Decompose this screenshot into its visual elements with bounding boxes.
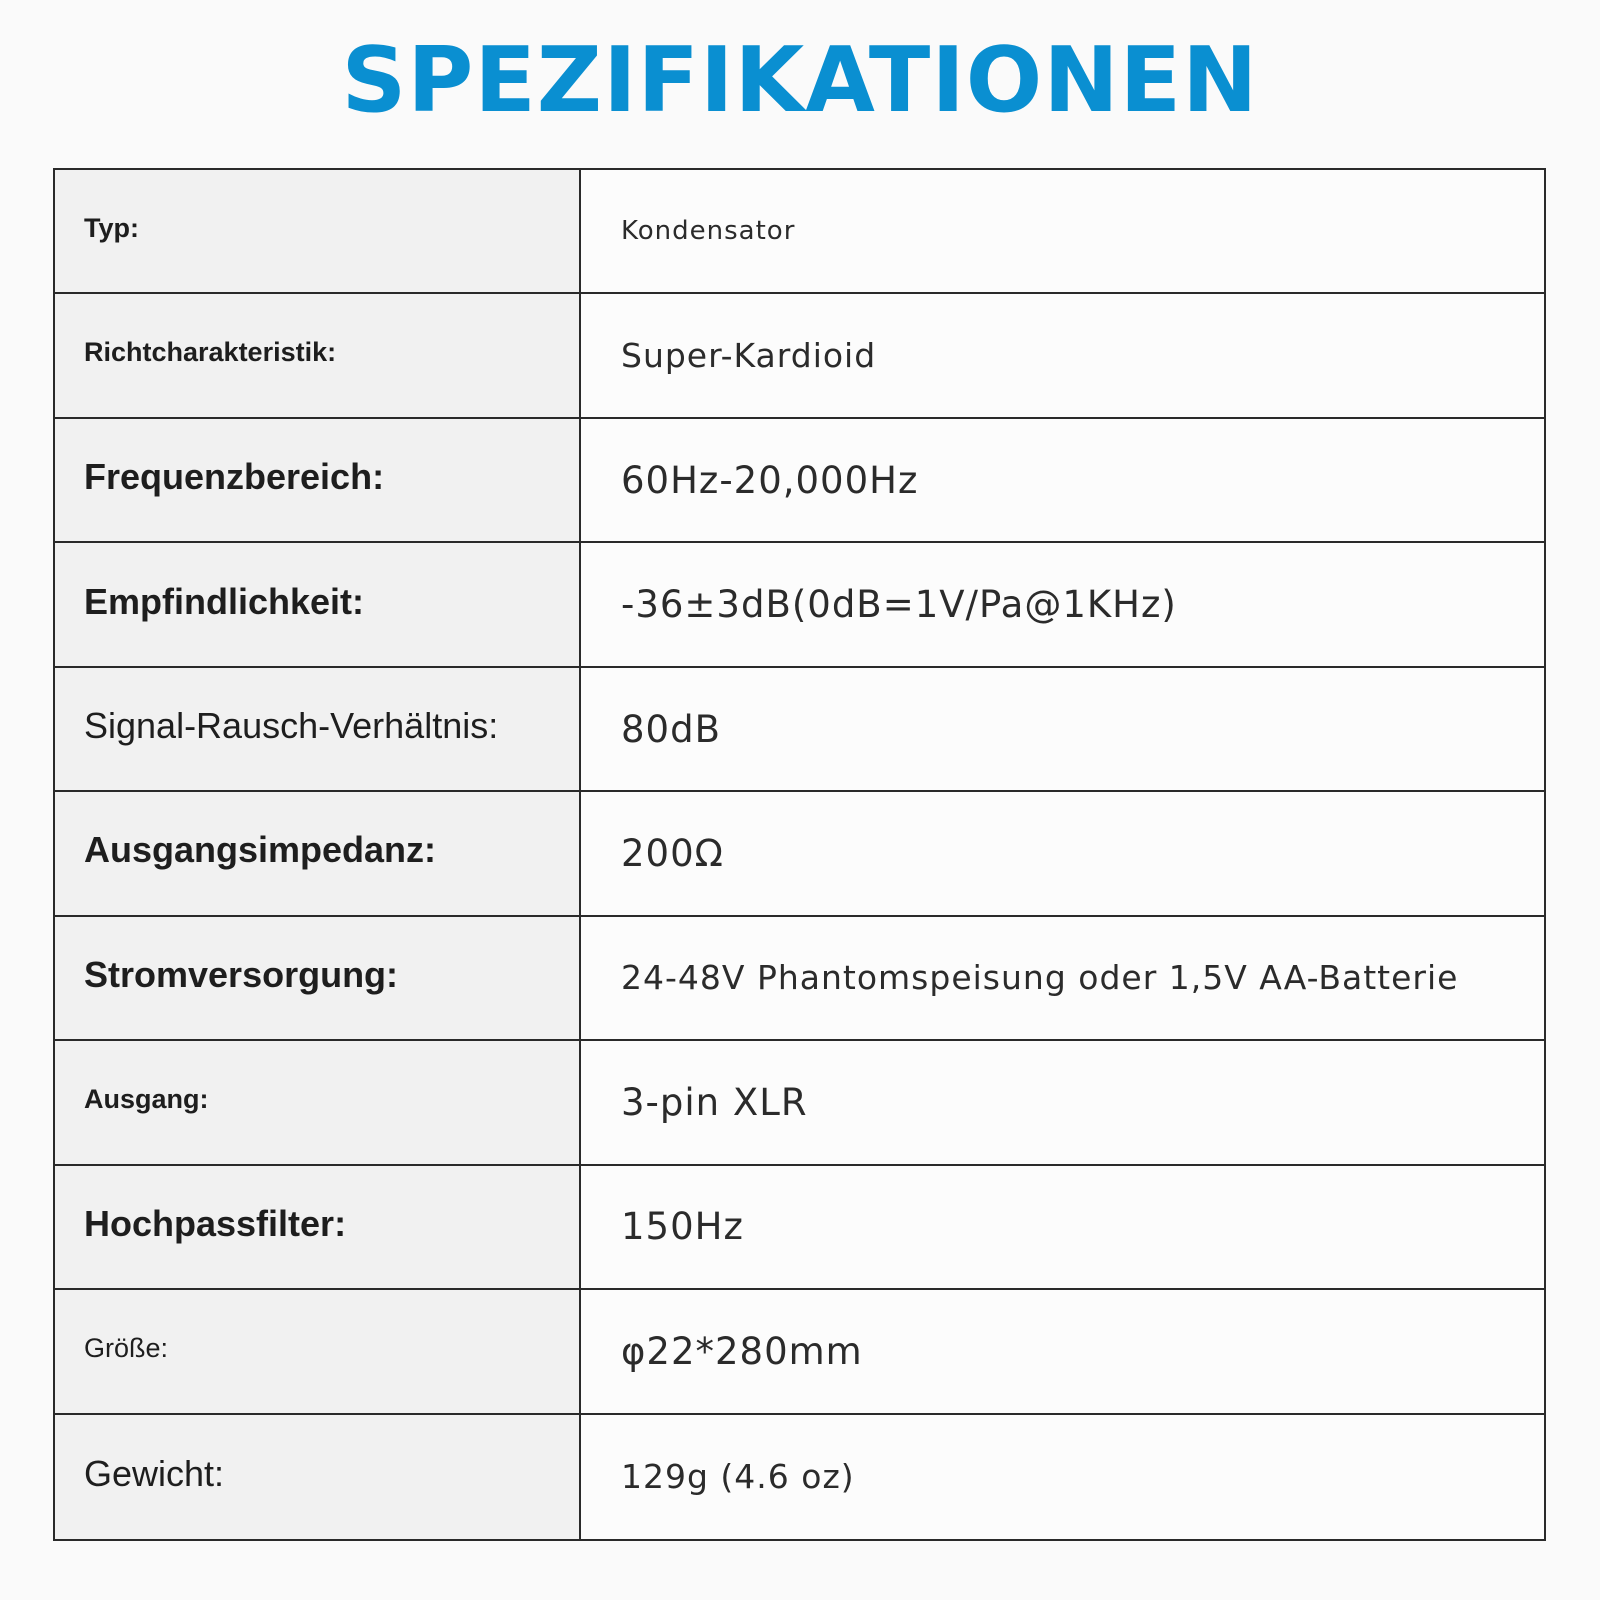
- spec-label-frequenzbereich: [55, 419, 581, 543]
- spec-label-text: Richtcharakteristik:: [84, 337, 337, 368]
- spec-value-text: 60Hz-20,000Hz: [621, 458, 919, 502]
- spec-label-text: Gewicht:: [84, 1452, 225, 1494]
- spec-value-text: Super-Kardioid: [621, 336, 877, 376]
- spec-value-text: 200Ω: [621, 831, 724, 875]
- spec-value-gewicht: [581, 1415, 1544, 1539]
- spec-value-text: 80dB: [621, 707, 721, 751]
- spec-value-ausgangsimpedanz: [581, 792, 1544, 916]
- spec-value-text: φ22*280mm: [621, 1329, 863, 1373]
- spec-label-typ: [55, 170, 581, 294]
- spec-label-signal-rausch-verhaeltnis: [55, 668, 581, 792]
- spec-label-text: Ausgangsimpedanz:: [84, 829, 437, 871]
- spec-value-signal-rausch-verhaeltnis: [581, 668, 1544, 792]
- spec-label-text: Stromversorgung:: [84, 953, 399, 995]
- spec-value-groesse: [581, 1290, 1544, 1414]
- spec-label-ausgangsimpedanz: [55, 792, 581, 916]
- page-title: SPEZIFIKATIONEN: [341, 28, 1259, 133]
- spec-label-gewicht: [55, 1415, 581, 1539]
- spec-label-text: Ausgang:: [84, 1083, 209, 1114]
- spec-value-text: 150Hz: [621, 1205, 744, 1249]
- spec-label-text: Empfindlichkeit:: [84, 580, 365, 622]
- spec-label-text: Frequenzbereich:: [84, 456, 385, 498]
- spec-label-text: Signal-Rausch-Verhältnis:: [84, 705, 499, 747]
- spec-label-empfindlichkeit: [55, 543, 581, 667]
- spec-label-text: Typ:: [84, 212, 139, 243]
- spec-label-stromversorgung: [55, 917, 581, 1041]
- spec-value-text: Kondensator: [621, 216, 796, 247]
- spec-label-groesse: [55, 1290, 581, 1414]
- spec-value-typ: [581, 170, 1544, 294]
- spec-value-empfindlichkeit: [581, 543, 1544, 667]
- spec-table: [53, 168, 1546, 1541]
- spec-value-ausgang: [581, 1041, 1544, 1165]
- spec-value-richtcharakteristik: [581, 294, 1544, 418]
- spec-value-hochpassfilter: [581, 1166, 1544, 1290]
- spec-label-text: Größe:: [84, 1332, 169, 1363]
- spec-value-text: 3-pin XLR: [621, 1080, 808, 1124]
- spec-value-text: 129g (4.6 oz): [621, 1457, 855, 1497]
- spec-value-frequenzbereich: [581, 419, 1544, 543]
- spec-value-text: -36±3dB(0dB=1V/Pa@1KHz): [621, 583, 1177, 627]
- spec-label-hochpassfilter: [55, 1166, 581, 1290]
- spec-value-stromversorgung: [581, 917, 1544, 1041]
- spec-label-text: Hochpassfilter:: [84, 1202, 347, 1244]
- spec-value-text: 24-48V Phantomspeisung oder 1,5V AA-Batterie: [621, 958, 1459, 998]
- spec-label-richtcharakteristik: [55, 294, 581, 418]
- spec-label-ausgang: [55, 1041, 581, 1165]
